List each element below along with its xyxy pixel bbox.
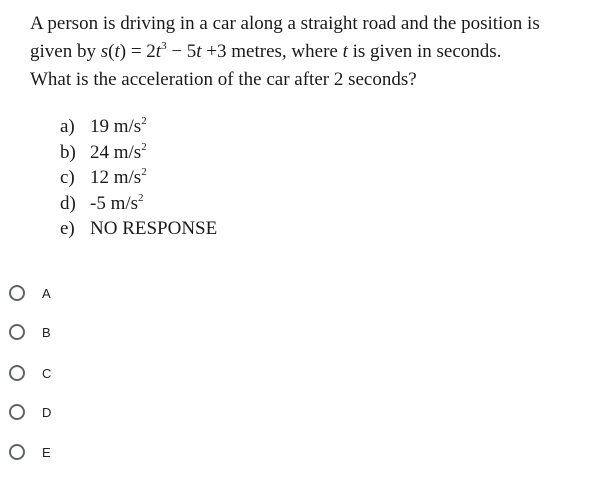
radio-button[interactable] bbox=[9, 285, 25, 301]
choice-b bbox=[60, 140, 217, 166]
choice-value: 24 m/s bbox=[90, 141, 142, 163]
formula-s: s bbox=[100, 41, 109, 62]
radio-label: D bbox=[42, 404, 52, 420]
choice-value: -5 m/s bbox=[90, 192, 139, 214]
radio-button[interactable] bbox=[9, 324, 25, 340]
question-line-2 bbox=[30, 38, 590, 66]
radio-label: E bbox=[42, 444, 51, 460]
choice-text bbox=[90, 165, 147, 191]
formula-paren-open: ( bbox=[108, 41, 115, 62]
question-text bbox=[30, 10, 590, 94]
question-line-2-suffix: is given in seconds. bbox=[347, 41, 502, 62]
choice-superscript: 2 bbox=[141, 166, 147, 178]
radio-option-c[interactable] bbox=[9, 361, 51, 385]
choice-letter: a) bbox=[60, 116, 75, 137]
choice-superscript: 2 bbox=[138, 191, 144, 204]
choice-a bbox=[60, 114, 217, 140]
answer-choices-list bbox=[60, 114, 217, 242]
choice-superscript: 2 bbox=[141, 115, 147, 127]
choice-value: 12 m/s bbox=[90, 167, 142, 188]
question-line-2-prefix: given by bbox=[30, 41, 101, 62]
choice-text bbox=[90, 191, 144, 217]
formula-exponent: 3 bbox=[161, 40, 167, 52]
choice-e bbox=[60, 216, 217, 242]
position-formula bbox=[101, 41, 227, 62]
formula-t1: t bbox=[114, 41, 120, 62]
choice-text bbox=[90, 114, 147, 140]
radio-label: C bbox=[42, 365, 52, 381]
question-line-3: What is the acceleration of the car after 2 seconds? bbox=[30, 69, 417, 90]
choice-d bbox=[60, 191, 217, 217]
choice-letter: b) bbox=[60, 141, 76, 163]
radio-option-a[interactable] bbox=[9, 281, 51, 305]
t-variable: t bbox=[342, 41, 348, 62]
choice-letter: e) bbox=[60, 218, 75, 239]
radio-label: A bbox=[42, 285, 51, 301]
choice-letter: c) bbox=[60, 167, 75, 188]
radio-option-e[interactable] bbox=[9, 440, 51, 464]
choice-letter: d) bbox=[60, 192, 76, 214]
choice-superscript: 2 bbox=[141, 140, 147, 153]
radio-button[interactable] bbox=[9, 444, 25, 460]
radio-label: B bbox=[42, 324, 51, 340]
formula-paren-close: ) bbox=[119, 41, 127, 62]
choice-value: 19 m/s bbox=[90, 116, 142, 137]
formula-eq-coef: = 2 bbox=[126, 41, 156, 62]
question-line-2-mid: metres, where bbox=[226, 41, 343, 62]
choice-text bbox=[90, 140, 147, 166]
choice-value: NO RESPONSE bbox=[90, 218, 218, 239]
formula-t2: t bbox=[155, 41, 162, 62]
radio-option-d[interactable] bbox=[9, 400, 51, 424]
formula-minus: − 5 bbox=[166, 41, 197, 62]
formula-plus: +3 bbox=[201, 41, 227, 62]
radio-button[interactable] bbox=[9, 404, 25, 420]
formula-t3: t bbox=[196, 41, 202, 62]
radio-option-b[interactable] bbox=[9, 320, 51, 344]
choice-c bbox=[60, 165, 217, 191]
question-line-1: A person is driving in a car along a straight road and the position is bbox=[30, 13, 540, 34]
radio-button[interactable] bbox=[9, 365, 25, 381]
choice-text bbox=[90, 216, 217, 242]
